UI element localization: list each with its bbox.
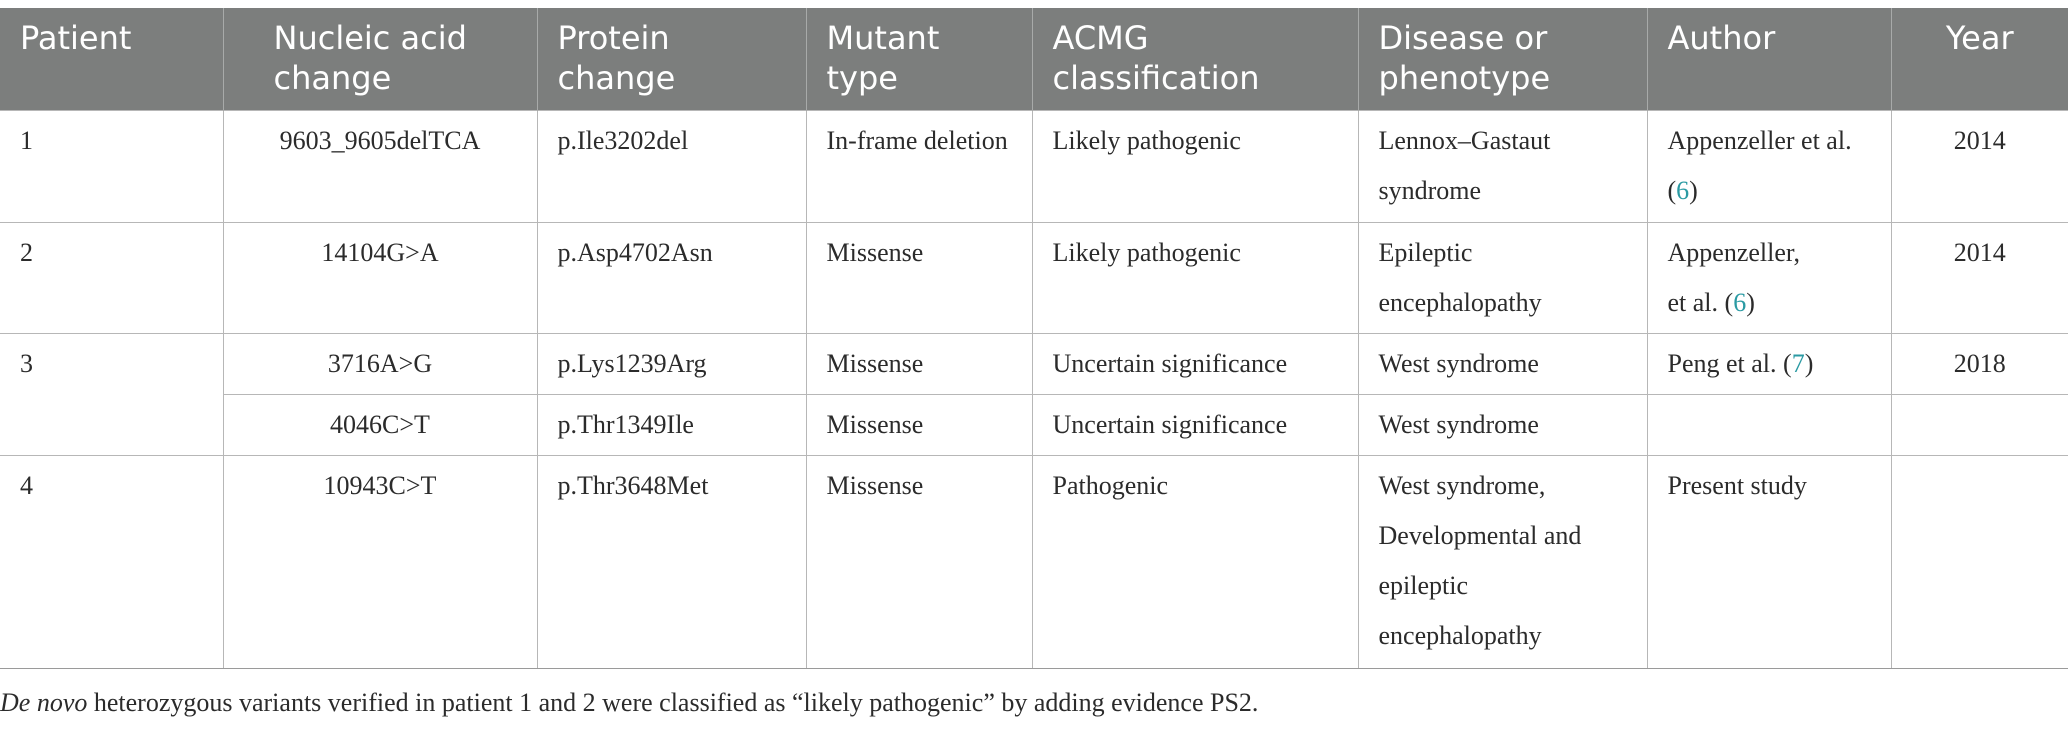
- header-author: Author: [1647, 8, 1891, 111]
- table-row: [0, 111, 2068, 223]
- cell-year: [1891, 395, 2068, 456]
- footnote-text: heterozygous variants verified in patient 1 and 2 were classified as “likely pathogenic” by adding evidence PS2.: [87, 688, 1259, 717]
- author-name: Appenzeller,: [1667, 238, 1801, 267]
- cell-disease-phenotype: Lennox–Gastaut syndrome: [1358, 111, 1647, 223]
- cell-year: 2014: [1891, 223, 2068, 334]
- table-row: [0, 223, 2068, 334]
- table-footnote: [0, 686, 1258, 720]
- cell-acmg-classification: Likely pathogenic: [1032, 223, 1358, 334]
- cell-year: 2018: [1891, 334, 2068, 395]
- table-header: [0, 8, 2068, 111]
- cell-disease-phenotype: West syndrome: [1358, 395, 1647, 456]
- table-row: [0, 395, 2068, 456]
- cell-mutant-type: Missense: [806, 456, 1032, 669]
- cell-patient: 2: [0, 223, 223, 334]
- cell-disease-phenotype: West syndrome: [1358, 334, 1647, 395]
- cell-disease-phenotype: West syndrome, Developmental and epileptic encephalopathy: [1358, 456, 1647, 669]
- reference-link[interactable]: 7: [1791, 349, 1805, 378]
- cell-mutant-type: Missense: [806, 334, 1032, 395]
- header-acmg-classification: ACMG classification: [1032, 8, 1358, 111]
- cell-author: Peng et al. (7): [1647, 334, 1891, 395]
- cell-nucleic-acid-change: 4046C>T: [223, 395, 537, 456]
- header-mutant-type: Mutant type: [806, 8, 1032, 111]
- cell-year: [1891, 456, 2068, 669]
- table-body: [0, 111, 2068, 669]
- cell-year: 2014: [1891, 111, 2068, 223]
- header-year: Year: [1891, 8, 2068, 111]
- cell-disease-phenotype: Epileptic encephalopathy: [1358, 223, 1647, 334]
- author-name: Peng et al.: [1667, 349, 1777, 378]
- cell-nucleic-acid-change: 3716A>G: [223, 334, 537, 395]
- author-name: Appenzeller et al.: [1667, 126, 1852, 155]
- reference-link[interactable]: 6: [1733, 288, 1747, 317]
- header-nucleic-acid-change: Nucleic acid change: [223, 8, 537, 111]
- cell-nucleic-acid-change: 14104G>A: [223, 223, 537, 334]
- cell-acmg-classification: Uncertain significance: [1032, 395, 1358, 456]
- cell-patient: 4: [0, 456, 223, 669]
- cell-acmg-classification: Likely pathogenic: [1032, 111, 1358, 223]
- cell-author: Appenzeller, et al. (6): [1647, 223, 1891, 334]
- cell-mutant-type: Missense: [806, 223, 1032, 334]
- table-row: [0, 456, 2068, 669]
- cell-patient: 3: [0, 334, 223, 456]
- cell-protein-change: p.Thr1349Ile: [537, 395, 806, 456]
- cell-nucleic-acid-change: 9603_9605delTCA: [223, 111, 537, 223]
- cell-protein-change: p.Asp4702Asn: [537, 223, 806, 334]
- cell-patient: 1: [0, 111, 223, 223]
- cell-acmg-classification: Uncertain significance: [1032, 334, 1358, 395]
- header-disease-phenotype: Disease or phenotype: [1358, 8, 1647, 111]
- cell-protein-change: p.Thr3648Met: [537, 456, 806, 669]
- cell-nucleic-acid-change: 10943C>T: [223, 456, 537, 669]
- cell-mutant-type: In-frame deletion: [806, 111, 1032, 223]
- table-row: [0, 334, 2068, 395]
- header-patient: Patient: [0, 8, 223, 111]
- cell-protein-change: p.Ile3202del: [537, 111, 806, 223]
- cell-author: Present study: [1647, 456, 1891, 669]
- header-protein-change: Protein change: [537, 8, 806, 111]
- cell-author: Appenzeller et al. (6): [1647, 111, 1891, 223]
- footnote-italic: De novo: [0, 688, 88, 717]
- reference-link[interactable]: 6: [1676, 176, 1690, 205]
- cell-mutant-type: Missense: [806, 395, 1032, 456]
- author-etal: et al.: [1667, 288, 1719, 317]
- header-row: [0, 8, 2068, 111]
- cell-acmg-classification: Pathogenic: [1032, 456, 1358, 669]
- variants-table: [0, 8, 2068, 669]
- cell-author: [1647, 395, 1891, 456]
- cell-protein-change: p.Lys1239Arg: [537, 334, 806, 395]
